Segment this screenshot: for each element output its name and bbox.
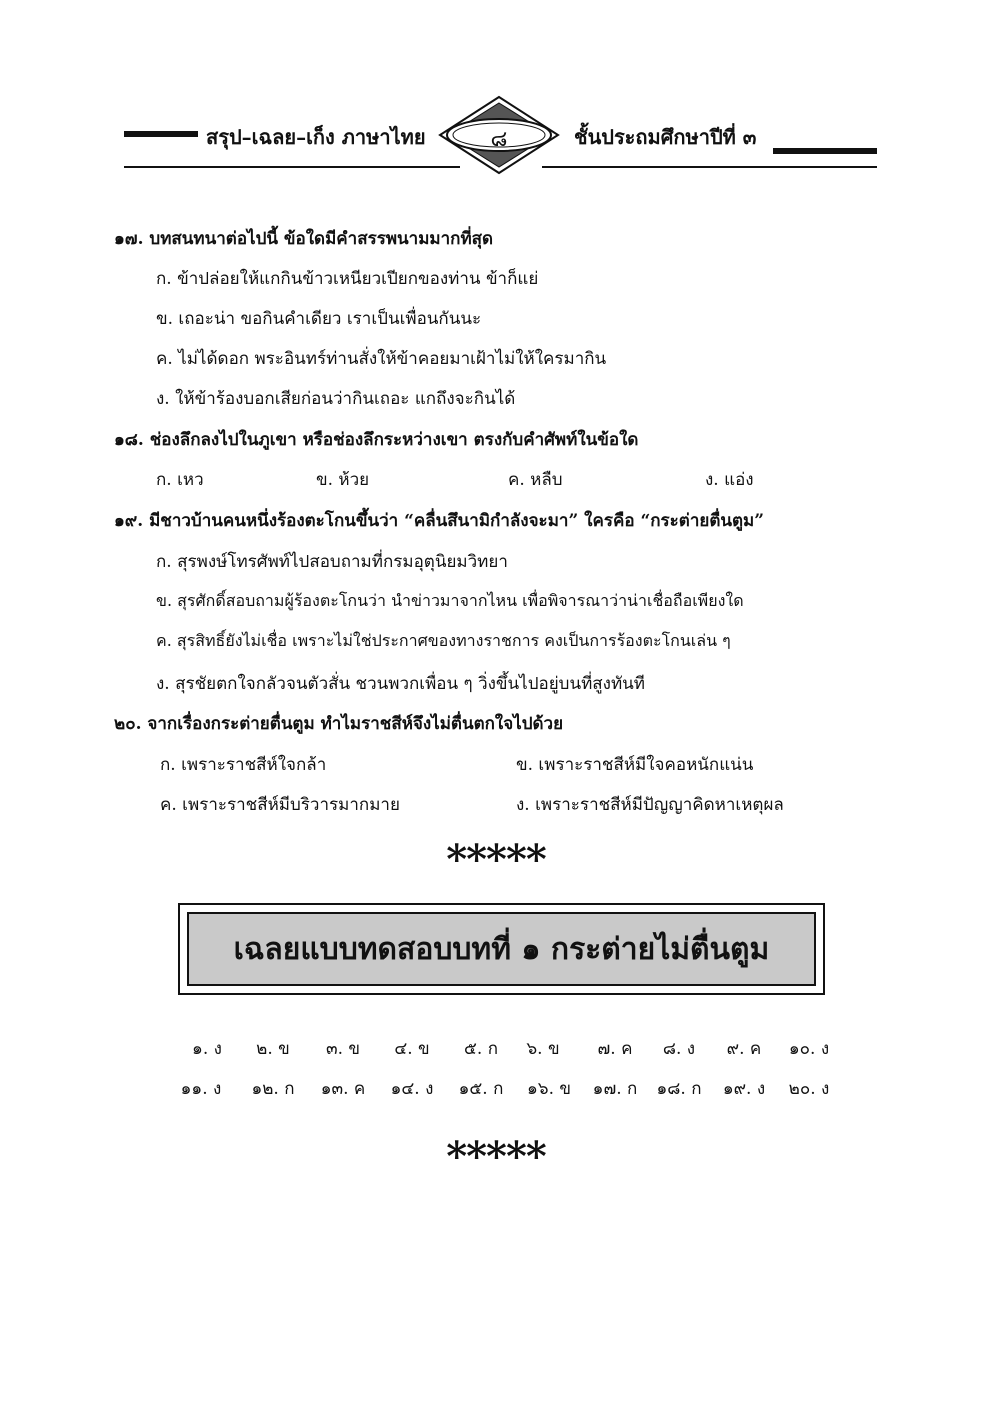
- answer-2: ๒. ข: [256, 1039, 290, 1059]
- q20-option-a: ก. เพราะราชสีห์ใจกล้า: [160, 755, 327, 775]
- question-19: ๑๙. มีชาวบ้านคนหนึ่งร้องตะโกนขึ้นว่า “คลื่นสึนามิกำลังจะมา” ใครคือ “กระต่ายตื่นตูม”: [114, 511, 765, 531]
- question-18: ๑๘. ช่องลึกลงไปในภูเขา หรือช่องลึกระหว่างเขา ตรงกับคำศัพท์ในข้อใด: [114, 430, 639, 450]
- answer-19: ๑๙. ง: [722, 1079, 766, 1099]
- answer-key-title: เฉลยแบบทดสอบบทที่ ๑ กระต่ายไม่ตื่นตูม: [233, 931, 770, 967]
- header-right-title: ชั้นประถมศึกษาปีที่ ๓: [574, 125, 757, 149]
- answer-8: ๘. ง: [662, 1039, 696, 1059]
- answer-4: ๔. ข: [394, 1039, 430, 1059]
- answer-1: ๑. ง: [192, 1039, 222, 1059]
- q18-option-b: ข. ห้วย: [316, 470, 370, 490]
- answer-5: ๕. ก: [464, 1039, 498, 1059]
- separator-stars: *****: [446, 836, 546, 883]
- q20-option-c: ค. เพราะราชสีห์มีบริวารมากมาย: [160, 795, 400, 815]
- q19-option-a: ก. สุรพงษ์โทรศัพท์ไปสอบถามที่กรมอุตุนิยมวิทยา: [156, 552, 508, 572]
- q17-option-d: ง. ให้ข้าร้องบอกเสียก่อนว่ากินเถอะ แกถึงจะกินได้: [156, 389, 516, 409]
- answer-7: ๗. ค: [597, 1039, 633, 1059]
- answer-20: ๒๐. ง: [788, 1079, 830, 1099]
- answer-10: ๑๐. ง: [788, 1039, 830, 1059]
- q19-option-d: ง. สุรชัยตกใจกลัวจนตัวสั่น ชวนพวกเพื่อน ๆ วิ่งขึ้นไปอยู่บนที่สูงทันที: [156, 674, 645, 694]
- q17-option-b: ข. เถอะน่า ขอกินคำเดียว เราเป็นเพื่อนกันนะ: [156, 309, 482, 329]
- q18-option-a: ก. เหว: [156, 470, 204, 490]
- q19-option-b: ข. สุรศักดิ์สอบถามผู้ร้องตะโกนว่า นำข่าวมาจากไหน เพื่อพิจารณาว่าน่าเชื่อถือเพียงใด: [156, 591, 744, 610]
- answer-13: ๑๓. ค: [320, 1079, 366, 1099]
- answer-11: ๑๑. ง: [180, 1079, 222, 1099]
- answer-16: ๑๖. ข: [526, 1079, 571, 1099]
- answer-15: ๑๕. ก: [458, 1079, 504, 1099]
- answer-9: ๙. ค: [726, 1039, 762, 1059]
- answer-6: ๖. ข: [526, 1039, 560, 1059]
- q18-option-d: ง. แอ่ง: [705, 470, 754, 490]
- answer-14: ๑๔. ง: [390, 1079, 434, 1099]
- answer-key-title-inner: [187, 912, 816, 986]
- answer-18: ๑๘. ก: [656, 1079, 702, 1099]
- header-left-title: สรุป–เฉลย–เก็ง ภาษาไทย: [206, 125, 426, 149]
- answer-12: ๑๒. ก: [251, 1079, 295, 1099]
- q18-option-c: ค. หลืบ: [508, 470, 563, 490]
- question-17: ๑๗. บทสนทนาต่อไปนี้ ข้อใดมีคำสรรพนามมากที่สุด: [114, 229, 494, 249]
- q19-option-c: ค. สุรสิทธิ์ยังไม่เชื่อ เพราะไม่ใช่ประกาศของทางราชการ คงเป็นการร้องตะโกนเล่น ๆ: [156, 631, 731, 650]
- answer-17: ๑๗. ก: [592, 1079, 638, 1099]
- q20-option-b: ข. เพราะราชสีห์มีใจคอหนักแน่น: [516, 755, 754, 775]
- q17-option-a: ก. ข้าปล่อยให้แกกินข้าวเหนียวเปียกของท่าน ข้าก็แย่: [156, 269, 539, 289]
- q17-option-c: ค. ไม่ได้ดอก พระอินทร์ท่านสั่งให้ข้าคอยมาเฝ้าไม่ให้ใครมากิน: [156, 349, 607, 369]
- header-right-underline: [542, 166, 877, 168]
- answer-key-title-box: [178, 903, 825, 995]
- header-left-thick-rule: [124, 131, 198, 137]
- page-number: ๘: [490, 127, 508, 152]
- separator-stars-bottom: *****: [446, 1133, 546, 1180]
- header-right-thick-rule: [773, 148, 877, 154]
- header-left-underline: [124, 166, 460, 168]
- question-20: ๒๐. จากเรื่องกระต่ายตื่นตูม ทำไมราชสีห์จึงไม่ตื่นตกใจไปด้วย: [114, 714, 564, 734]
- answer-3: ๓. ข: [325, 1039, 361, 1059]
- q20-option-d: ง. เพราะราชสีห์มีปัญญาคิดหาเหตุผล: [516, 795, 784, 815]
